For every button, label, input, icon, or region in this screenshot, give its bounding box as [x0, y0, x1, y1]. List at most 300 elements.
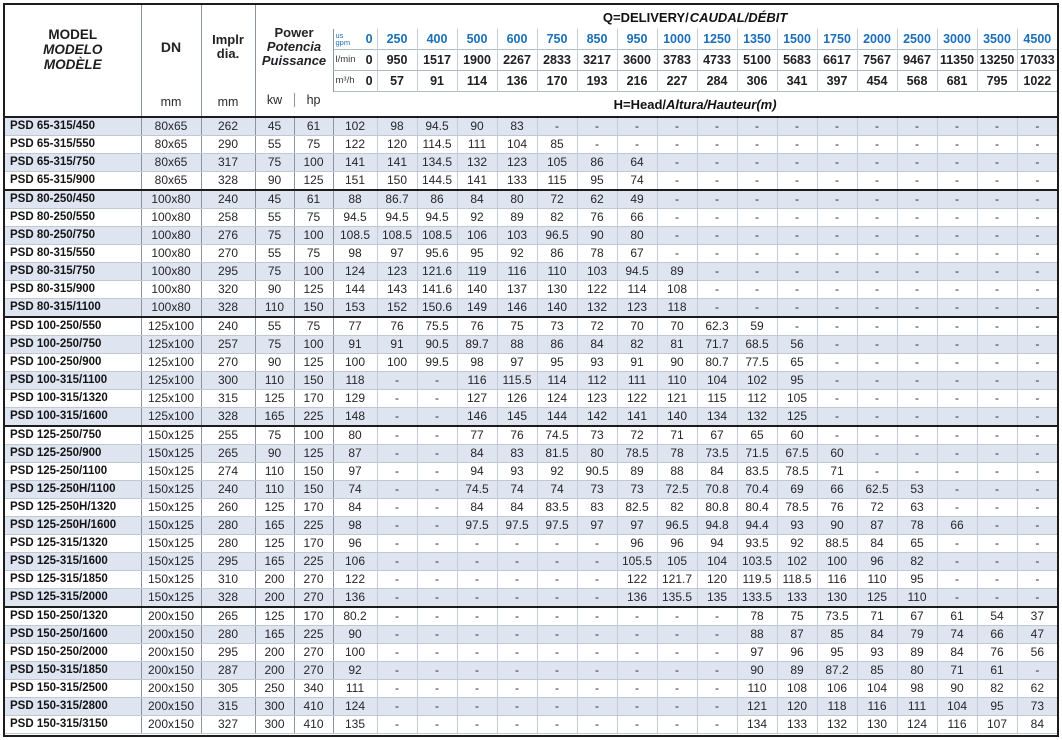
head-value-cell: 76	[977, 644, 1017, 662]
head-value-cell: -	[1017, 589, 1057, 608]
head-value-cell: 144.5	[417, 172, 457, 191]
m3h-value-cell: 397	[817, 71, 857, 92]
head-value-cell: -	[937, 281, 977, 299]
head-value-cell: 84	[333, 499, 377, 517]
lmin-value-cell: 2833	[537, 50, 577, 71]
head-value-cell: -	[977, 571, 1017, 589]
head-value-cell: 67	[617, 245, 657, 263]
model-cell: PSD 80-315/1100	[5, 299, 141, 318]
head-value-cell: -	[857, 372, 897, 390]
m3h-zero-cell	[333, 71, 377, 92]
head-value-cell: 123	[497, 154, 537, 172]
head-value-cell: -	[977, 535, 1017, 553]
m3h-value-cell: 170	[537, 71, 577, 92]
impeller-dia-cell: 274	[201, 463, 255, 481]
head-value-cell: -	[457, 571, 497, 589]
head-title-italic: Altura/Hauteur	[666, 96, 757, 112]
head-value-cell: -	[417, 589, 457, 608]
head-value-cell: 103	[497, 227, 537, 245]
head-value-cell: 95	[777, 372, 817, 390]
head-value-cell: -	[897, 299, 937, 318]
head-value-cell: -	[897, 372, 937, 390]
power-hp-cell: 100	[294, 426, 333, 445]
head-value-cell: 115	[697, 390, 737, 408]
impeller-dia-cell: 300	[201, 372, 255, 390]
impeller-dia-cell: 257	[201, 336, 255, 354]
head-value-cell: -	[457, 680, 497, 698]
head-value-cell: -	[537, 535, 577, 553]
head-value-cell: 70.4	[737, 481, 777, 499]
head-value-cell: 118	[657, 299, 697, 318]
head-value-cell: -	[977, 299, 1017, 318]
head-value-cell: -	[377, 553, 417, 571]
dn-cell: 150x125	[141, 553, 201, 571]
model-cell: PSD 80-315/550	[5, 245, 141, 263]
dn-cell: 100x80	[141, 209, 201, 227]
head-value-cell: -	[1017, 245, 1057, 263]
head-value-cell: -	[417, 607, 457, 626]
power-hp-cell: 170	[294, 499, 333, 517]
head-value-cell: -	[937, 245, 977, 263]
head-value-cell: -	[417, 626, 457, 644]
lmin-value-cell: 17033	[1017, 50, 1057, 71]
table-row	[5, 317, 1057, 336]
delivery-title-plain: Q=DELIVERY/	[602, 9, 689, 25]
head-value-cell: 72	[857, 499, 897, 517]
head-value-cell: 84	[857, 626, 897, 644]
head-value-cell: 80	[497, 190, 537, 209]
impeller-dia-cell: 280	[201, 517, 255, 535]
head-value-cell: -	[937, 571, 977, 589]
power-hp-cell: 125	[294, 445, 333, 463]
power-kw-cell: 55	[255, 317, 294, 336]
table-outer-frame	[3, 3, 1059, 737]
head-value-cell: -	[697, 626, 737, 644]
head-value-cell: -	[697, 190, 737, 209]
head-value-cell: 82.5	[617, 499, 657, 517]
head-value-cell: 80.8	[697, 499, 737, 517]
head-value-cell: -	[737, 263, 777, 281]
head-value-cell: -	[497, 553, 537, 571]
impeller-dia-cell: 317	[201, 154, 255, 172]
head-value-cell: 72	[617, 426, 657, 445]
head-value-cell: -	[897, 336, 937, 354]
head-value-cell: -	[577, 117, 617, 136]
head-value-cell: -	[377, 535, 417, 553]
model-cell: PSD 125-250/1100	[5, 463, 141, 481]
dn-cell: 125x100	[141, 336, 201, 354]
head-value-cell: 87	[857, 517, 897, 535]
head-value-cell: -	[937, 317, 977, 336]
head-value-cell: -	[977, 117, 1017, 136]
head-value-cell: -	[497, 698, 537, 716]
head-value-cell: 73	[1017, 698, 1057, 716]
head-value-cell: 136	[617, 589, 657, 608]
head-value-cell: -	[1017, 445, 1057, 463]
head-value-cell: -	[377, 463, 417, 481]
header-row-title	[5, 5, 1057, 29]
head-value-cell: -	[777, 281, 817, 299]
head-value-cell: 71.5	[737, 445, 777, 463]
power-kw-cell: 75	[255, 426, 294, 445]
head-value-cell: -	[1017, 172, 1057, 191]
m3h-value-cell: 57	[377, 71, 417, 92]
impeller-dia-cell: 305	[201, 680, 255, 698]
dn-cell: 80x65	[141, 172, 201, 191]
head-value-cell: 71.7	[697, 336, 737, 354]
head-value-cell: 94.8	[697, 517, 737, 535]
head-value-cell: 144	[333, 281, 377, 299]
power-hp-cell: 225	[294, 626, 333, 644]
head-value-cell: -	[897, 154, 937, 172]
head-value-cell: -	[817, 390, 857, 408]
head-value-cell: 90	[737, 662, 777, 680]
head-value-cell: 96	[777, 644, 817, 662]
head-value-cell: 143	[377, 281, 417, 299]
head-value-cell: 134	[697, 408, 737, 427]
dn-cell: 150x125	[141, 463, 201, 481]
head-value-cell: 83	[497, 117, 537, 136]
head-value-cell: 80	[577, 445, 617, 463]
head-title-plain: H=Head/	[613, 96, 667, 112]
dn-cell: 200x150	[141, 644, 201, 662]
model-cell: PSD 125-250/900	[5, 445, 141, 463]
head-value-cell: 114	[537, 372, 577, 390]
model-cell: PSD 125-250H/1320	[5, 499, 141, 517]
head-value-cell: 82	[617, 336, 657, 354]
head-value-cell: -	[1017, 499, 1057, 517]
head-value-cell: -	[657, 680, 697, 698]
head-value-cell: -	[697, 662, 737, 680]
head-value-cell: 132	[457, 154, 497, 172]
head-value-cell: -	[417, 390, 457, 408]
power-kw-cell: 125	[255, 607, 294, 626]
head-value-cell: -	[977, 281, 1017, 299]
impeller-dia-cell: 287	[201, 662, 255, 680]
head-value-cell: 96	[657, 535, 697, 553]
power-kw-cell: 75	[255, 154, 294, 172]
impeller-dia-cell: 290	[201, 136, 255, 154]
head-value-cell: 92	[497, 245, 537, 263]
head-value-cell: -	[977, 408, 1017, 427]
head-value-cell: -	[577, 716, 617, 734]
head-value-cell: -	[977, 227, 1017, 245]
head-value-cell: 89.7	[457, 336, 497, 354]
head-value-cell: 151	[333, 172, 377, 191]
power-hp-cell: 100	[294, 336, 333, 354]
head-value-cell: 97	[377, 245, 417, 263]
head-value-cell: 95	[577, 172, 617, 191]
dn-cell: 200x150	[141, 607, 201, 626]
model-cell: PSD 125-250H/1100	[5, 481, 141, 499]
head-value-cell: -	[777, 172, 817, 191]
usgpm-label-top: us	[335, 31, 344, 40]
head-value-cell: -	[777, 245, 817, 263]
head-value-cell: 62.5	[857, 481, 897, 499]
head-value-cell: -	[657, 117, 697, 136]
head-value-cell: 110	[857, 571, 897, 589]
head-value-cell: 73	[537, 317, 577, 336]
head-value-cell: 153	[333, 299, 377, 318]
head-value-cell: -	[697, 209, 737, 227]
head-value-cell: -	[937, 589, 977, 608]
usgpm-value-cell: 600	[497, 29, 537, 50]
head-value-cell: 83.5	[537, 499, 577, 517]
head-value-cell: -	[617, 136, 657, 154]
head-value-cell: 90.5	[417, 336, 457, 354]
head-value-cell: -	[577, 535, 617, 553]
head-value-cell: 100	[333, 354, 377, 372]
impeller-label-line2: dia.	[216, 45, 240, 61]
head-value-cell: 94.5	[617, 263, 657, 281]
head-value-cell: -	[657, 172, 697, 191]
head-value-cell: 78.5	[777, 463, 817, 481]
usgpm-value-cell: 3000	[937, 29, 977, 50]
power-hp-cell: 100	[294, 263, 333, 281]
head-value-cell: -	[857, 390, 897, 408]
head-value-cell: 140	[657, 408, 697, 427]
model-column-header	[5, 5, 141, 117]
dn-cell: 125x100	[141, 372, 201, 390]
head-value-cell: -	[977, 154, 1017, 172]
power-kw-cell: 300	[255, 716, 294, 734]
head-value-cell: -	[937, 299, 977, 318]
head-value-cell: -	[897, 354, 937, 372]
impeller-dia-cell: 258	[201, 209, 255, 227]
head-value-cell: 84	[1017, 716, 1057, 734]
model-cell: PSD 150-315/2800	[5, 698, 141, 716]
head-value-cell: 120	[377, 136, 417, 154]
head-value-cell: -	[457, 553, 497, 571]
model-cell: PSD 150-250/2000	[5, 644, 141, 662]
head-value-cell: 83.5	[737, 463, 777, 481]
head-value-cell: 84	[577, 336, 617, 354]
model-cell: PSD 80-250/750	[5, 227, 141, 245]
table-row	[5, 626, 1057, 644]
head-value-cell: -	[697, 263, 737, 281]
power-kw-cell: 90	[255, 445, 294, 463]
power-kw-cell: 165	[255, 517, 294, 535]
head-value-cell: 137	[497, 281, 537, 299]
usgpm-value-cell: 500	[457, 29, 497, 50]
head-value-cell: 60	[817, 445, 857, 463]
head-value-cell: -	[417, 499, 457, 517]
table-row	[5, 299, 1057, 318]
head-value-cell: -	[417, 517, 457, 535]
table-row	[5, 408, 1057, 427]
head-value-cell: -	[457, 589, 497, 608]
head-value-cell: -	[897, 136, 937, 154]
head-value-cell: 88	[657, 463, 697, 481]
table-row	[5, 227, 1057, 245]
head-value-cell: 75	[777, 607, 817, 626]
model-cell: PSD 80-315/750	[5, 263, 141, 281]
model-header-lines	[5, 27, 141, 94]
head-value-cell: -	[1017, 354, 1057, 372]
head-value-cell: -	[937, 481, 977, 499]
head-value-cell: 66	[937, 517, 977, 535]
head-value-cell: -	[377, 481, 417, 499]
head-value-cell: 150	[377, 172, 417, 191]
head-value-cell: -	[1017, 227, 1057, 245]
head-value-cell: 75	[497, 317, 537, 336]
impeller-dia-cell: 328	[201, 589, 255, 608]
model-cell: PSD 80-250/550	[5, 209, 141, 227]
table-row	[5, 281, 1057, 299]
table-row	[5, 535, 1057, 553]
head-value-cell: -	[1017, 535, 1057, 553]
head-value-cell: -	[537, 589, 577, 608]
impeller-dia-cell: 310	[201, 571, 255, 589]
impeller-dia-cell: 262	[201, 117, 255, 136]
head-value-cell: 121	[657, 390, 697, 408]
table-row	[5, 172, 1057, 191]
head-value-cell: 72.5	[657, 481, 697, 499]
usgpm-value-cell: 850	[577, 29, 617, 50]
head-value-cell: -	[577, 626, 617, 644]
head-value-cell: 105	[537, 154, 577, 172]
dn-cell: 100x80	[141, 227, 201, 245]
head-value-cell: 85	[817, 626, 857, 644]
power-hp-cell: 150	[294, 463, 333, 481]
model-cell: PSD 150-250/1320	[5, 607, 141, 626]
head-value-cell: -	[1017, 117, 1057, 136]
head-value-cell: 66	[817, 481, 857, 499]
head-value-cell: -	[617, 644, 657, 662]
power-hp-cell: 170	[294, 607, 333, 626]
power-hp-cell: 125	[294, 172, 333, 191]
head-value-cell: 97.5	[497, 517, 537, 535]
head-value-cell: -	[657, 136, 697, 154]
dn-cell: 200x150	[141, 662, 201, 680]
head-value-cell: -	[937, 408, 977, 427]
power-hp-cell: 410	[294, 716, 333, 734]
head-value-cell: -	[857, 336, 897, 354]
head-value-cell: 115	[537, 172, 577, 191]
head-value-cell: -	[617, 607, 657, 626]
head-value-cell: -	[417, 408, 457, 427]
head-value-cell: 146	[497, 299, 537, 318]
model-cell: PSD 100-250/750	[5, 336, 141, 354]
power-hp-cell: 170	[294, 390, 333, 408]
dn-cell: 100x80	[141, 245, 201, 263]
m3h-value-cell: 193	[577, 71, 617, 92]
head-value-cell: -	[857, 209, 897, 227]
head-value-cell: 104	[497, 136, 537, 154]
head-value-cell: -	[577, 644, 617, 662]
head-value-cell: -	[537, 571, 577, 589]
model-cell: PSD 125-250/750	[5, 426, 141, 445]
head-value-cell: 53	[897, 481, 937, 499]
power-kw-cell: 110	[255, 463, 294, 481]
head-value-cell: 74	[537, 481, 577, 499]
head-value-cell: 121	[737, 698, 777, 716]
head-value-cell: 140	[457, 281, 497, 299]
dn-cell: 150x125	[141, 481, 201, 499]
head-value-cell: 80.7	[697, 354, 737, 372]
model-cell: PSD 65-315/900	[5, 172, 141, 191]
head-value-cell: 86	[577, 154, 617, 172]
head-value-cell: -	[857, 445, 897, 463]
head-value-cell: 78	[657, 445, 697, 463]
head-value-cell: -	[937, 154, 977, 172]
head-value-cell: -	[377, 662, 417, 680]
dn-cell: 80x65	[141, 117, 201, 136]
table-row	[5, 463, 1057, 481]
head-value-cell: 78	[577, 245, 617, 263]
head-value-cell: 74	[937, 626, 977, 644]
head-value-cell: 71	[937, 662, 977, 680]
usgpm-value-cell: 950	[617, 29, 657, 50]
head-value-cell: -	[977, 553, 1017, 571]
impeller-dia-cell: 280	[201, 626, 255, 644]
head-value-cell: 75.5	[417, 317, 457, 336]
dn-cell: 200x150	[141, 626, 201, 644]
head-value-cell: -	[817, 245, 857, 263]
impeller-dia-cell: 265	[201, 445, 255, 463]
head-value-cell: -	[977, 463, 1017, 481]
head-value-cell: -	[377, 698, 417, 716]
head-value-cell: 126	[497, 390, 537, 408]
hp-unit-label: hp	[294, 93, 333, 107]
head-value-cell: 78	[897, 517, 937, 535]
head-value-cell: 104	[697, 372, 737, 390]
head-value-cell: -	[497, 589, 537, 608]
head-value-cell: -	[377, 589, 417, 608]
head-value-cell: 87.2	[817, 662, 857, 680]
head-value-cell: -	[417, 535, 457, 553]
dn-cell: 80x65	[141, 154, 201, 172]
usgpm-value-cell: 400	[417, 29, 457, 50]
model-cell: PSD 65-315/750	[5, 154, 141, 172]
head-value-cell: 94.5	[417, 209, 457, 227]
head-value-cell: -	[1017, 662, 1057, 680]
head-value-cell: -	[537, 680, 577, 698]
head-value-cell: -	[457, 535, 497, 553]
impeller-dia-cell: 255	[201, 426, 255, 445]
power-kw-cell: 165	[255, 626, 294, 644]
head-value-cell: 79	[897, 626, 937, 644]
head-value-cell: -	[977, 245, 1017, 263]
model-cell: PSD 100-315/1600	[5, 408, 141, 427]
head-value-cell: 76	[577, 209, 617, 227]
head-value-cell: -	[737, 245, 777, 263]
head-value-cell: -	[857, 227, 897, 245]
head-value-cell: -	[377, 571, 417, 589]
m3h-value-cell: 306	[737, 71, 777, 92]
head-value-cell: 116	[457, 372, 497, 390]
head-value-cell: -	[697, 172, 737, 191]
lmin-value-cell: 5683	[777, 50, 817, 71]
power-label-es: Potencia	[266, 38, 322, 54]
head-value-cell: -	[817, 172, 857, 191]
power-kw-cell: 200	[255, 589, 294, 608]
head-value-cell: 93	[577, 354, 617, 372]
head-value-cell: 129	[333, 390, 377, 408]
head-value-cell: 133	[777, 589, 817, 608]
head-value-cell: -	[977, 372, 1017, 390]
impeller-dia-cell: 270	[201, 354, 255, 372]
m3h-value-cell: 1022	[1017, 71, 1057, 92]
power-kw-cell: 165	[255, 408, 294, 427]
usgpm-value-cell: 2000	[857, 29, 897, 50]
head-value-cell: 135.5	[657, 589, 697, 608]
head-value-cell: -	[617, 662, 657, 680]
head-value-cell: -	[897, 172, 937, 191]
head-title	[333, 92, 1057, 118]
head-value-cell: 133	[777, 716, 817, 734]
head-value-cell: 90	[577, 227, 617, 245]
